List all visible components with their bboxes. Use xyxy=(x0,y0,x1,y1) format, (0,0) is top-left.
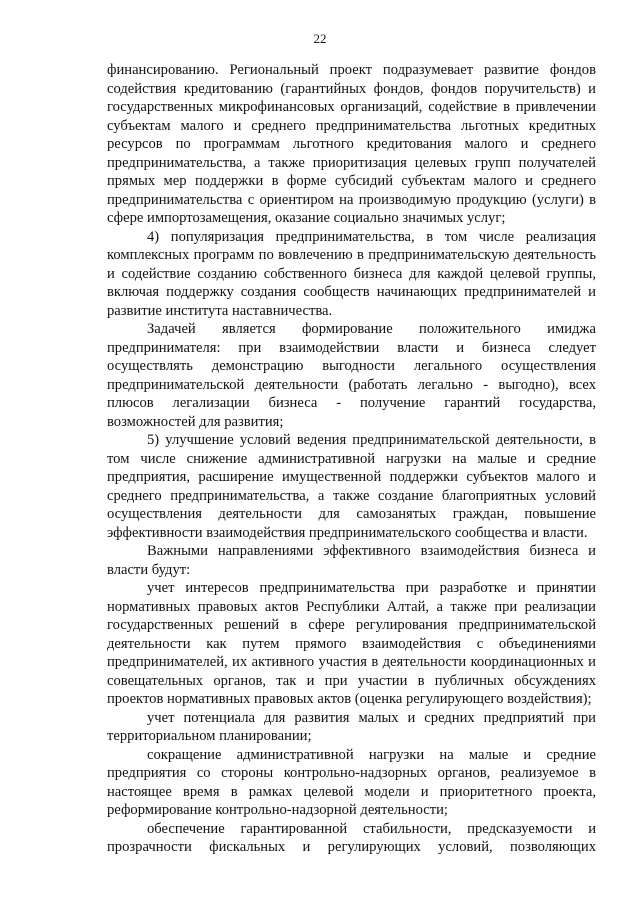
page-number: 22 xyxy=(313,31,327,46)
paragraph-item-4-popularization: 4) популяризация предпринимательства, в том числе реализация комплексных программ по вовлечению в предпринимательскую деятельность и содействие созданию собственного бизнеса для каждой целевой группы, включая поддержку создания сообществ начинающих предпринимателей и развитие института наставничества. xyxy=(107,228,596,319)
document-body xyxy=(107,61,596,857)
paragraph-interaction-directions: Важными направлениями эффективного взаимодействия бизнеса и власти будут: xyxy=(107,543,596,578)
list-item-interests-accounting: учет интересов предпринимательства при разработке и принятии нормативных правовых актов Республики Алтай, а также при реализации государственных решений в сфере регулирования предпринимательской деятельности как путем прямого взаимодействия с объединениями предпринимателей, их активного участия в деятельности координационных и совещательных органов, так и при участии в публичных обсуждениях проектов нормативных правовых актов (оценка регулирующего воздействия); xyxy=(107,580,596,707)
paragraph-item-5-conditions: 5) улучшение условий ведения предпринимательской деятельности, в том числе снижение административной нагрузки на малые и средние предприятия, расширение имущественной поддержки субъектов малого и среднего предпринимательства, а также создание благоприятных условий осуществления деятельности для самозанятых граждан, повышение эффективности взаимодействия предпринимательского сообщества и власти. xyxy=(107,432,596,541)
paragraph-task-positive-image: Задачей является формирование положительного имиджа предпринимателя: при взаимодействии власти и бизнеса следует осуществлять демонстрацию выгодности легального осуществления предпринимательской деятельности (работать легально - выгодно), всех плюсов легализации бизнеса - получение гарантий государства, возможностей для развития; xyxy=(107,321,596,430)
list-item-administrative-burden: сокращение административной нагрузки на малые и средние предприятия со стороны контрольно-надзорных органов, реализуемое в настоящее время в рамках целевой модели и приоритетного проекта, реформирование контрольно-надзорной деятельности; xyxy=(107,746,596,818)
list-item-territorial-planning: учет потенциала для развития малых и средних предприятий при территориальном планировании; xyxy=(107,709,596,744)
list-item-stability-guarantee: обеспечение гарантированной стабильности, предсказуемости и прозрачности фискальных и регулирующих условий, позволяющих xyxy=(107,820,596,855)
paragraph-regional-project-continued: финансированию. Региональный проект подразумевает развитие фондов содействия кредитованию (гарантийных фондов, фондов поручительств) и государственных микрофинансовых организаций, содействие в привлечении субъектам малого и среднего предпринимательства льготных кредитных ресурсов по программам льготного кредитования малого и среднего предпринимательства, а также приоритизация целевых групп получателей прямых мер поддержки в форме субсидий субъектам малого и среднего предпринимательства с ориентиром на производимую продукцию (услуги) в сфере импортозамещения, оказание социально значимых услуг; xyxy=(107,62,596,226)
